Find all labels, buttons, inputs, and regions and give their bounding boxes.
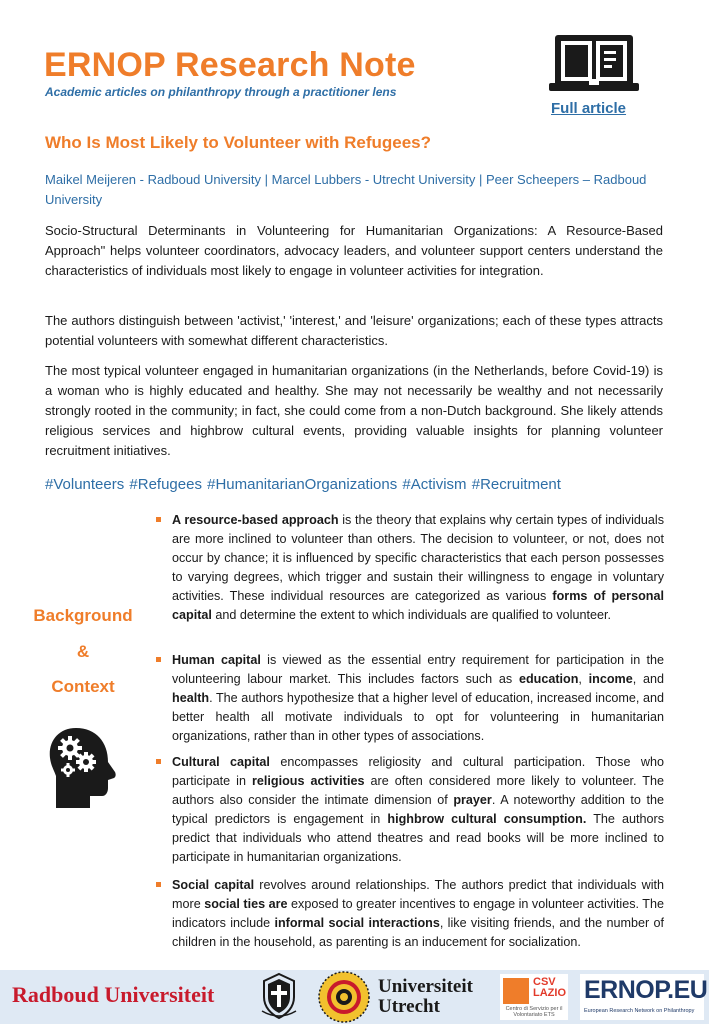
bullet-marker — [156, 517, 161, 522]
article-authors: Maikel Meijeren - Radboud University | Marcel Lubbers - Utrecht University | Peer Scheepers – Radboud University — [45, 172, 647, 207]
bullet-marker — [156, 759, 161, 764]
intro-paragraph: Socio-Structural Determinants in Volunteering for Humanitarian Organizations: A Resource-Based Approach" helps volunteer coordinators, advocacy leaders, and volunteer support centers understand the characteristics of individuals most likely to engage in volunteer activities for integration. — [45, 223, 663, 278]
bullet-text: A resource-based approach is the theory that explains why certain types of individuals are more inclined to volunteer than others. The decision to volunteer, or not, does not occur by chance; it is influenced by specific characteristics that each person possesses to varying degrees, which trigger and sustain their willingness to engage in voluntary activities. These individual resources are categorized as various forms of personal capital and determine the extent to which individuals are qualified to volunteer. — [172, 513, 664, 622]
section-label-background: Background — [33, 606, 133, 625]
bullet-text: Cultural capital encompasses religiosity and cultural participation. Those who participate in religious activities are often considered more likely to volunteer. The authors also consider the intimate dimension of prayer. A noteworthy addition to the typical predictors is engagement in highbrow cultural consumption. The authors predict that individuals who attend theatres and read books will be more inclined to participate in humanitarian organizations. — [172, 755, 665, 864]
csv-mark-icon — [503, 978, 529, 1004]
section-label-ampersand: & — [76, 642, 90, 661]
ernop-logo: ERNOP.EU European Research Network on Philanthropy — [580, 974, 704, 1020]
typical-volunteer-paragraph: The most typical volunteer engaged in humanitarian organizations (in the Netherlands, before Covid-19) is a woman who is highly educated and healthy. She may not necessarily be wealthy and not necessarily strongly rooted in the community; in fact, she could come from a non-Dutch background. She likely attends religious services and highbrow cultural events, providing valuable insights for planning volunteer recruitment initiatives. — [45, 363, 663, 458]
organizations-paragraph: The authors distinguish between 'activist,' 'interest,' and 'leisure' organizations; each of these types attracts potential volunteers with somewhat different characteristics. — [45, 313, 663, 348]
bullet-marker — [156, 657, 161, 662]
bullet-text: Human capital is viewed as the essential entry requirement for participation in the volunteering labour market. This includes factors such as education, income, and health. The authors hypothesize that a higher level of education, increased income, and better health all motivate individuals to opt for volunteering in humanitarian organizations, rather than in other types of associations. — [172, 653, 664, 743]
csv-lazio-logo: CSV LAZIO Centro di Servizio per il Volontariato ETS — [500, 974, 568, 1020]
page-subtitle: Academic articles on philanthropy through a practitioner lens — [45, 85, 397, 99]
bullet-text: Social capital revolves around relationships. The authors predict that individuals with more social ties are exposed to greater incentives to engage in volunteer activities. The indicators include informal social interactions, like visiting friends, and the number of children in the household, as parenting is an inducement for socialization. — [172, 878, 665, 949]
article-title: Who Is Most Likely to Volunteer with Refugees? — [45, 133, 431, 152]
utrecht-sun-seal-logo — [318, 971, 370, 1023]
section-label-context: Context — [51, 677, 115, 696]
head-gears-icon — [46, 726, 118, 810]
radboud-university-logo-text: Radboud Universiteit — [12, 982, 215, 1007]
hashtags: #Volunteers #Refugees #HumanitarianOrganizations #Activism #Recruitment — [45, 476, 561, 493]
radboud-seal-logo — [254, 971, 304, 1021]
utrecht-university-logo-text: Universiteit Utrecht — [378, 976, 473, 1017]
open-book-icon — [549, 33, 639, 97]
full-article-link[interactable]: Full article — [551, 100, 627, 117]
bullet-marker — [156, 882, 161, 887]
page-title: ERNOP Research Note — [44, 46, 416, 84]
